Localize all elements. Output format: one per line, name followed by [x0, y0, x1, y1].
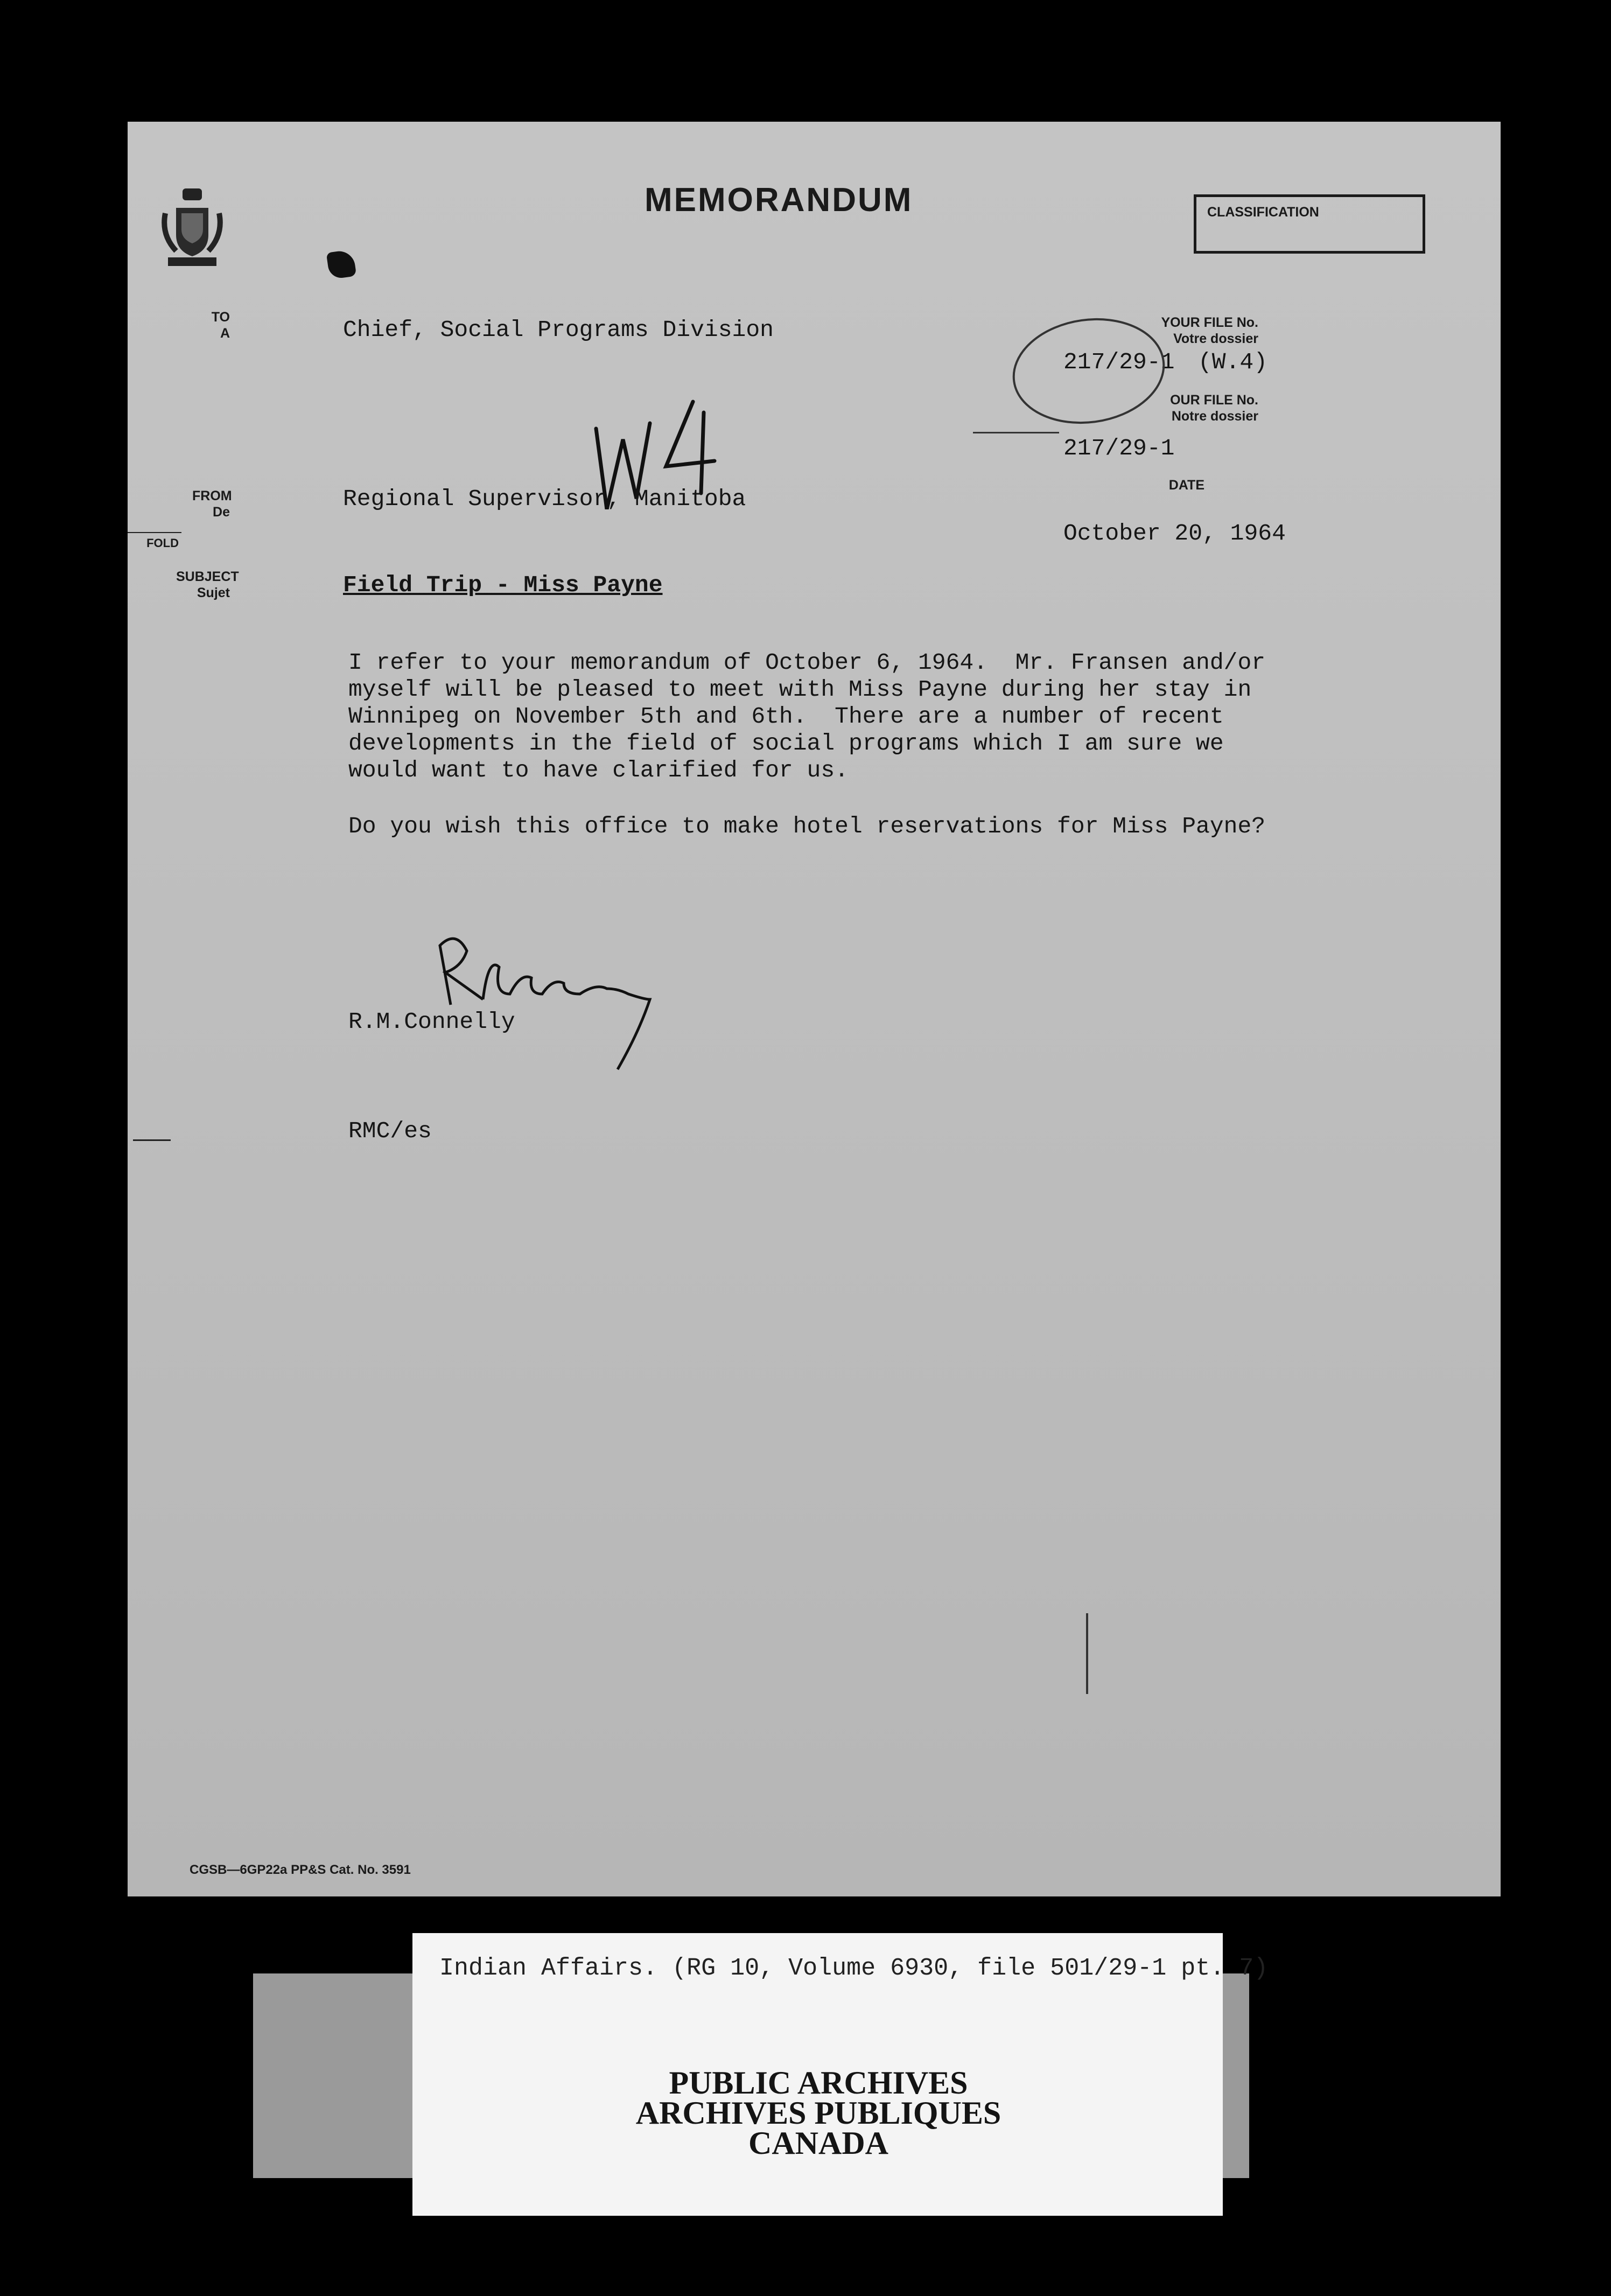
subject-value: Field Trip - Miss Payne — [343, 572, 663, 598]
signatory-name: R.M.Connelly — [348, 1009, 515, 1035]
coat-of-arms-icon — [160, 186, 225, 272]
memorandum-page — [128, 122, 1501, 1896]
our-file-value: 217/29-1 — [1063, 435, 1175, 461]
your-file-label: YOUR FILE No. Votre dossier — [1161, 315, 1258, 346]
from-label: FROM De — [192, 488, 232, 520]
date-value: October 20, 1964 — [1063, 520, 1286, 547]
to-label: TO A — [211, 310, 230, 341]
fold-line — [128, 532, 181, 533]
date-label: DATE — [1168, 478, 1204, 493]
archive-stamp-line: ARCHIVES PUBLIQUES — [635, 2095, 1001, 2131]
handwritten-signature — [402, 924, 865, 1086]
margin-mark — [133, 1139, 171, 1141]
from-value: Regional Supervisor, Manitoba — [343, 486, 746, 512]
body-paragraph-1: I refer to your memorandum of October 6, 1964. Mr. Fransen and/or myself will be pleased to meet with Miss Payne during her stay in Winnipeg on November 5th and 6th. There are a number of recent developments in the field of social programs which I am sure we would want to have clarified for us. — [348, 649, 1266, 783]
your-file-value: 217/29-1 — [1063, 349, 1175, 375]
subject-label: SUBJECT Sujet — [176, 569, 239, 600]
handwritten-circle — [1008, 313, 1175, 431]
classification-box — [1194, 194, 1425, 254]
archive-stamp-line: PUBLIC ARCHIVES — [669, 2065, 968, 2101]
archive-stamp-line: CANADA — [748, 2125, 888, 2161]
page-title: MEMORANDUM — [645, 181, 913, 219]
to-value: Chief, Social Programs Division — [343, 317, 774, 343]
your-file-note: (W.4) — [1198, 349, 1268, 375]
form-number: CGSB—6GP22a PP&S Cat. No. 3591 — [190, 1863, 411, 1877]
body-paragraph-2: Do you wish this office to make hotel reservations for Miss Payne? — [348, 813, 1266, 839]
ink-smudge — [326, 249, 356, 279]
reference-initials: RMC/es — [348, 1118, 432, 1144]
archive-stamp — [603, 2065, 1034, 2161]
classification-label: CLASSIFICATION — [1207, 205, 1319, 220]
margin-mark — [1086, 1613, 1088, 1694]
our-file-label: OUR FILE No. Notre dossier — [1170, 393, 1258, 424]
fold-label: FOLD — [146, 536, 179, 550]
archive-reference: Indian Affairs. (RG 10, Volume 6930, file 501/29-1 pt. 7) — [439, 1955, 1269, 1982]
divider-line — [973, 432, 1059, 433]
